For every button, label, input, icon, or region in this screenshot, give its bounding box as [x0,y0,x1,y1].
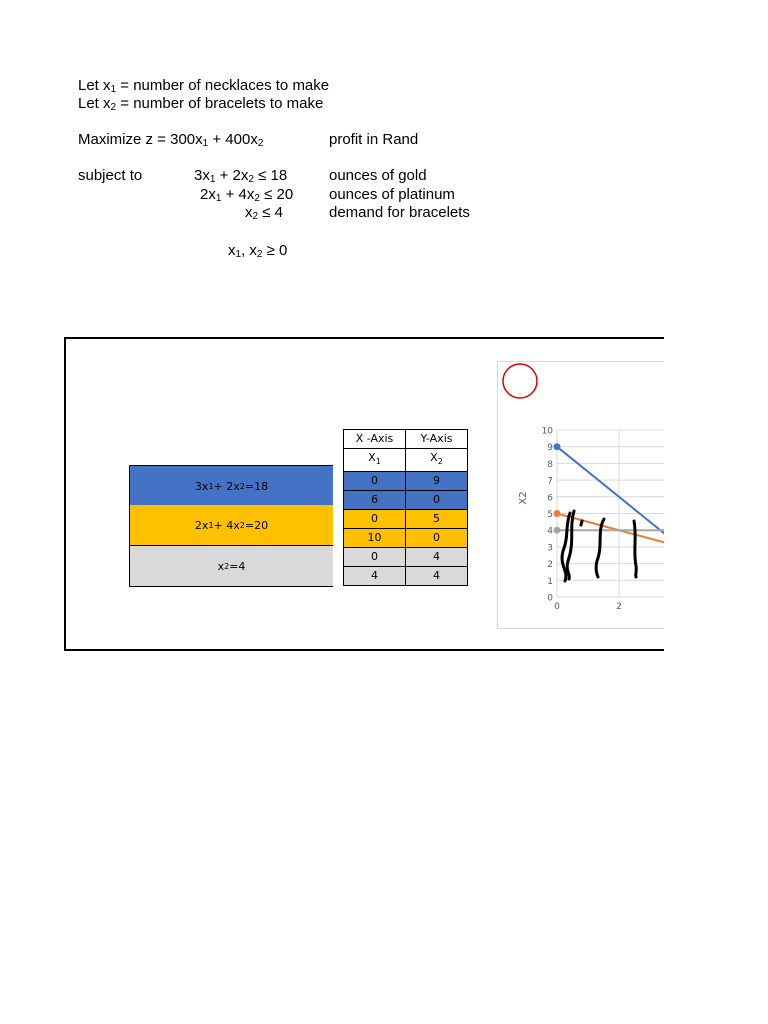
series-point [554,443,561,450]
objective-note: profit in Rand [329,131,419,148]
subheader-x2: $X_2$ [406,449,468,472]
constraint-platinum: $2x_1 + 4x_2 \le 20$ [200,186,294,204]
equation-label-gold: 3x 1 + 2x 2 =18 [129,465,333,507]
constraint-demand: $x_2 \le 4$ [245,204,283,222]
header-y-axis: Y-Axis [406,430,468,449]
table-cell: 0 [406,529,468,548]
subheader-x1: $X_1$ [344,449,406,472]
hatch-stroke [581,521,582,525]
constraint-platinum-note: ounces of platinum [329,186,455,203]
table-cell: 6 [344,491,406,510]
header-x-axis: X -Axis [344,430,406,449]
equation-label-platinum: 2x 1 + 4x 2 =20 [129,505,333,545]
constraint-demand-note: demand for bracelets [329,204,470,221]
y-axis-label: X2 [518,491,529,505]
definition-x1: Let $x_1$ = number of necklaces to make [78,77,330,95]
y-tick-label: 3 [547,543,553,554]
x-tick-label: 2 [616,602,622,612]
table-row [344,567,468,586]
x-tick-label: 0 [554,602,560,612]
table-cell: 0 [344,472,406,491]
y-tick-label: 6 [547,493,553,504]
subject-to-label: subject to [78,167,143,184]
table-cell: 5 [406,510,468,529]
feasible-region-chart [497,361,664,631]
table-row [344,472,468,491]
nonnegativity-constraint: $x_1$, $x_2 \ge 0$ [228,242,288,260]
table-cell: 0 [344,548,406,567]
table-cell: 10 [344,529,406,548]
y-tick-label: 9 [547,443,553,454]
intercept-table [343,429,468,586]
embedded-figure-frame [64,337,664,651]
table-cell: 4 [406,548,468,567]
series-point [554,527,561,534]
y-tick-label: 10 [541,426,553,437]
series-point [554,510,561,517]
table-cell: 0 [406,491,468,510]
y-tick-label: 0 [547,593,553,604]
table-row [344,548,468,567]
table-row [344,510,468,529]
table-row [344,491,468,510]
table-row [344,529,468,548]
table-cell: 9 [406,472,468,491]
y-tick-label: 2 [547,560,553,571]
table-cell: 4 [406,567,468,586]
table-header-row [344,430,468,449]
constraint-gold: $3x_1 + 2x_2 \le 18$ [194,167,288,185]
y-tick-label: 5 [547,510,553,520]
y-tick-label: 8 [547,459,553,470]
equation-label-demand: x 2 =4 [129,545,333,587]
table-cell: 0 [344,510,406,529]
y-tick-label: 7 [547,476,553,487]
constraint-gold-note: ounces of gold [329,167,427,184]
table-cell: 4 [344,567,406,586]
table-subheader-row [344,449,468,472]
definition-x2: Let $x_2$ = number of bracelets to make [78,95,324,113]
y-tick-label: 4 [547,526,553,537]
objective-function: Maximize $z = 300x_1 + 400x_2$ [78,131,264,149]
y-tick-label: 1 [547,576,553,587]
